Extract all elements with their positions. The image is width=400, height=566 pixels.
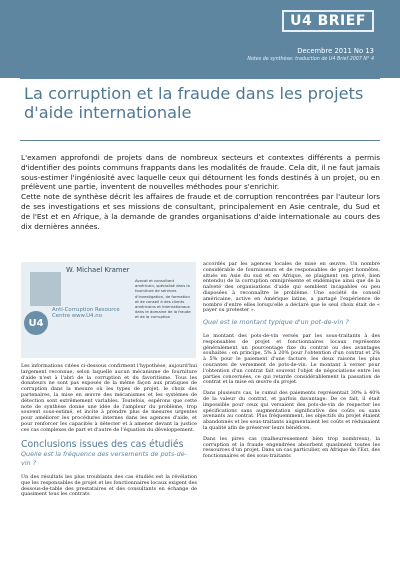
right-paragraph-1: Le montant des pots-de-vin versés par les sous-traitants à des responsables de projet et fonctionnaires locaux représente généralement un pourcentage fixe du contrat ou des avantages souhaités : en principe, 5% à 20% pour l'obtention d'un contrat et 2% à 5% pour le paiement d'une facture, les deux raisons les plus courantes de versement de pots-de-vin. Le montant à verser pour l'obtention d'un contrat fait souvent l'objet de négociations entre les parties concernées, ce qui retarde considérablement la passation de contrat et la mise en œuvre du projet. <box>203 333 380 386</box>
lead-paragraph-2: Cette note de synthèse décrit les affaires de fraude et de corruption rencontrées par l'auteur lors de ses investigations et ses missions de consultant, principalement en Asie centrale, du Sud et de l'Est et en Afrique, à la demande de grandes organisations d'aide internationale au cours des dix dernières années. <box>21 192 380 231</box>
right-paragraph-2: Dans plusieurs cas, le cumul des paiements représentait 30% à 40% de la valeur du contrat, et parfois davantage. De ce fait, il était impossible pour ceux qui versaient des pots-de-vin de respecter les spécifications sans augmentation significative des coûts ou sans avenants au contrat. Plus fréquemment, les objectifs du projet étaient abandonnés et les sous-traitants augmentaient les coûts et réduisaient la qualité afin de préserver leurs bénéfices. <box>203 390 380 431</box>
translation-note: Notes de synthèse: traduction de U4 Brief 2007 N° 4 <box>247 57 374 62</box>
issue-label: Decembre 2011 No 13 <box>297 47 374 55</box>
left-column-body-2 <box>21 475 197 498</box>
left-body-text-2: Un des résultats les plus troublants des cas étudiés est la révélation que les responsables de projet et les fonctionnaires locaux exigent des dessous-de-table des prestataires et des consultants en échange de quasiment tous les contrats <box>21 474 197 498</box>
lead-section <box>21 153 380 231</box>
title-divider <box>20 140 380 141</box>
right-column-body-2 <box>203 334 380 465</box>
top-divider <box>20 78 380 79</box>
header-band <box>0 0 400 78</box>
u4-logo-icon: U4 <box>24 311 48 335</box>
right-column-body <box>203 262 380 314</box>
author-photo-icon <box>30 272 61 306</box>
section-heading: Conclusions issues des cas étudiés <box>21 439 184 450</box>
right-body-text-1: accordés par les agences locales de mise en œuvre. Un nombre considérable de fournisseurs et de responsables de projet honnêtes, situés en Asie du sud et en Afrique, se plaignent (en privé, bien entendu) de la corruption omniprésente et endémique ainsi que de la naïveté des organisations d'aide qui semblent incapables ou peu disposées à reconnaître le problème. Une société de conseil américaine, active en Amérique latine, a partagé l'expérience de nombre d'entre elles lorsqu'elle a déclaré que le seul choix était de « payer ou protester ». <box>203 261 380 314</box>
left-body-text: Les informations citées ci-dessous confirment l'hypothèse, aujourd'hui largement reconnue, selon laquelle aucun mécanisme de fourniture d'aide n'est à l'abri de la corruption et du favoritisme. Tous les donateurs ne sont pas exposés de la même façon aux pratiques de corruption dans la mesure où les types de projet, le choix des partenaires, la mise en œuvre des mécanismes et les systèmes de détection sont extrêmement variables. Toutefois, espérons que cette note de synthèse donne une idée de l'ampleur du problème, trop souvent sous-estimé, et incite à prendre plus de mesures urgentes pour améliorer les procédures internes dans les agences d'aide, et pour renforcer les capacités à détecter et à amener devant la justice ces cas complexes de part et d'autre de l'équation du développement. <box>21 363 197 433</box>
brand-logo: U4 BRIEF <box>282 10 374 32</box>
u4-logo-text: Anti-Corruption Resource Centre www.U4.no <box>52 307 120 320</box>
author-bio: Avocat et consultant américain, spécialisé dans la fourniture de services d'investigation, de formation et de conseil à des clients américains et internationaux dans le domaine de la fraude et de la corruption <box>135 278 191 320</box>
right-paragraph-3: Dans les pires cas (malheureusement bien trop nombreux), la corruption et la fraude engendrées absorbent quasiment toutes les ressources d'un projet. Dans un cas particulier, en Afrique de l'Est, des fonctionnaires et des sous-traitants <box>203 435 380 460</box>
page-title: La corruption et la fraude dans les projets d'aide internationale <box>24 84 364 122</box>
author-box <box>21 262 196 358</box>
section-subheading: Quelle est la fréquence des versements de pots-de-vin ? <box>21 450 187 467</box>
left-column-body <box>21 364 197 434</box>
lead-paragraph-1: L'examen approfondi de projets dans de nombreux secteurs et contextes différents a permis d'identifier des points communs frappants dans les modalités de fraude. Cela dit, il ne faut jamais sous-estimer l'ingéniosité avec laquelle ceux qui détournent les fonds destinés à un projet, ou en prélèvent une partie, inventent de nouvelles méthodes pour s'enrichir. <box>21 153 380 192</box>
author-name: W. Michael Kramer <box>66 266 130 274</box>
right-subheading: Quel est le montant typique d'un pot-de-vin ? <box>203 318 349 326</box>
